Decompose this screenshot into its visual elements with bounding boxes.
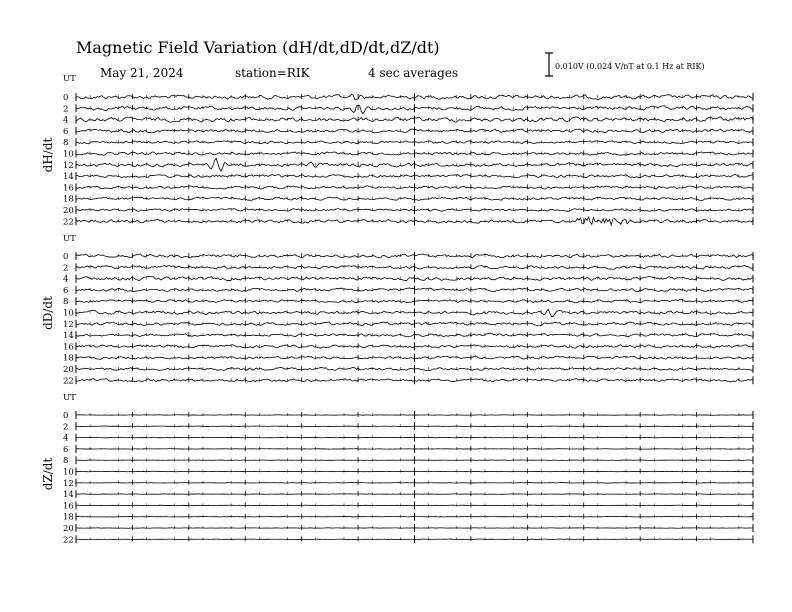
panel-ylabel: dH/dt <box>41 137 55 173</box>
panel-ylabel: dZ/dt <box>41 457 55 491</box>
row-label: 18 <box>63 194 74 205</box>
row-label: 18 <box>63 353 74 364</box>
trace-line <box>76 539 753 540</box>
row-ticks <box>76 263 753 271</box>
panel-dddt <box>41 234 753 386</box>
trace-line <box>76 415 753 416</box>
station-label: station=RIK <box>235 66 310 80</box>
row-label: 12 <box>63 319 74 330</box>
row-label: 6 <box>63 285 69 296</box>
scale-bar <box>545 53 553 76</box>
chart-title: Magnetic Field Variation (dH/dt,dD/dt,dZ/dt) <box>76 38 440 57</box>
row-label: 18 <box>63 512 74 523</box>
row-ticks <box>76 252 753 260</box>
row-label: 10 <box>63 467 74 478</box>
row-label: 20 <box>63 524 74 534</box>
row-label: 22 <box>63 376 74 387</box>
panel-ylabel: dD/dt <box>41 296 55 330</box>
trace-line <box>76 471 753 472</box>
row-label: 12 <box>63 478 74 489</box>
ut-axis-label: UT <box>63 234 76 244</box>
trace-line <box>76 494 753 495</box>
trace-line <box>76 505 753 506</box>
row-label: 12 <box>63 160 74 171</box>
date-label: May 21, 2024 <box>100 66 184 80</box>
row-label: 20 <box>63 206 74 216</box>
ut-axis-label: UT <box>63 393 76 403</box>
row-label: 2 <box>63 422 69 433</box>
row-label: 0 <box>63 93 69 103</box>
row-label: 16 <box>63 501 74 512</box>
row-label: 2 <box>63 263 69 274</box>
row-label: 4 <box>63 433 69 444</box>
row-ticks <box>76 161 753 169</box>
row-label: 8 <box>63 456 69 467</box>
row-label: 20 <box>63 365 74 375</box>
row-label: 0 <box>63 252 69 262</box>
panel-dzdt <box>41 393 753 545</box>
panels-group <box>41 74 753 545</box>
row-label: 14 <box>63 490 74 501</box>
row-ticks <box>76 331 753 339</box>
row-label: 8 <box>63 297 69 308</box>
row-label: 22 <box>63 217 74 228</box>
averaging-label: 4 sec averages <box>368 66 459 80</box>
trace-line <box>76 516 753 517</box>
row-ticks <box>76 217 753 225</box>
row-label: 8 <box>63 138 69 149</box>
row-label: 4 <box>63 274 69 285</box>
ut-axis-label: UT <box>63 74 76 84</box>
trace-line <box>76 426 753 427</box>
row-label: 22 <box>63 535 74 546</box>
row-label: 6 <box>63 126 69 137</box>
row-label: 6 <box>63 444 69 455</box>
row-label: 2 <box>63 104 69 115</box>
row-label: 16 <box>63 342 74 353</box>
row-label: 14 <box>63 331 74 342</box>
row-label: 10 <box>63 308 74 319</box>
row-label: 16 <box>63 183 74 194</box>
row-label: 10 <box>63 149 74 160</box>
row-label: 14 <box>63 172 74 183</box>
scale-note: 0.010V (0.024 V/nT at 0.1 Hz at RIK) <box>555 62 705 71</box>
row-label: 0 <box>63 411 69 421</box>
trace-line <box>76 483 753 484</box>
panel-dhdt <box>41 74 753 227</box>
row-label: 4 <box>63 115 69 126</box>
